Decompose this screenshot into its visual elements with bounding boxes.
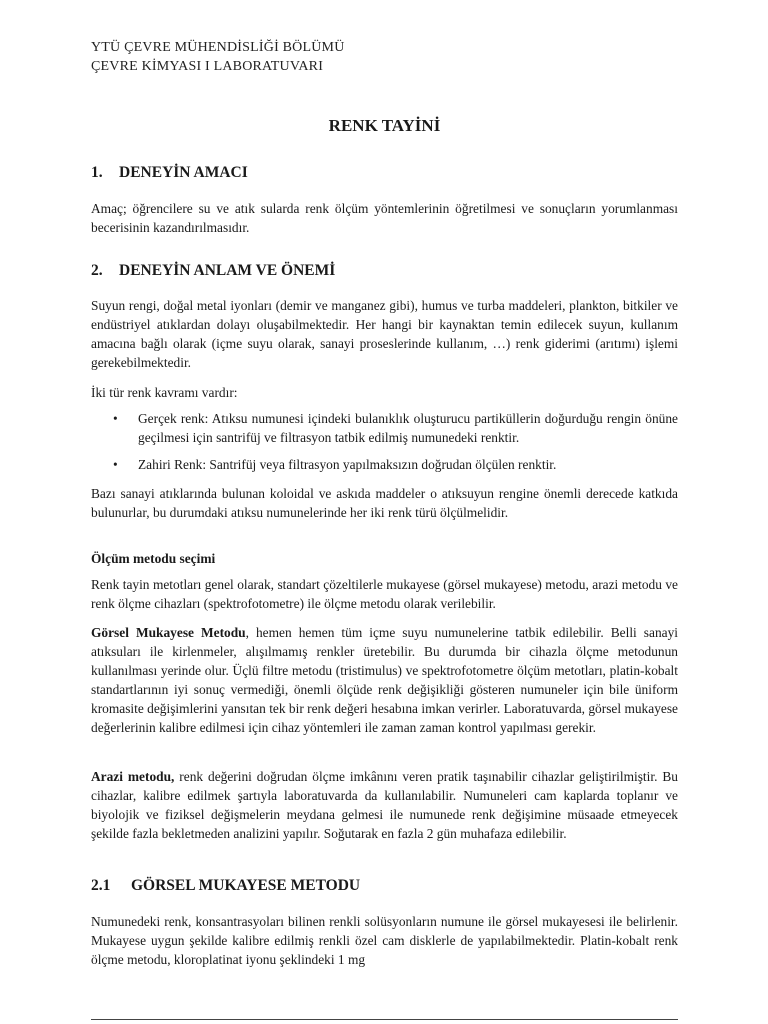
footer-rule — [91, 1019, 678, 1020]
section-2-heading — [91, 262, 335, 280]
gorsel-mukayese-text: , hemen hemen tüm içme suyu numunelerine tatbik edilebilir. Belli sanayi atıksuları ile kirlenmeler, alışılmamış renkler üretebilir. Bu durumda bir cihazla ölçme metodunun kullanılması yerinde olur. Üçlü filtre metodu (tristimulus) ve spektrofotometre ölçüm metotları, platin-kobalt standartlarının iyi sonuç vermediği, önemli ölçüde renk değişikliği gösteren numuneler için bile üniform kromasite değişimlerini yansıtan tek bir renk değeri hesabına imkan verirler. Laboratuvarda, görsel mukayese değerlerinin kalibre edilmesi için cihaz yöntemleri ile zaman zaman kontrol yapılması gerekir. — [91, 625, 679, 735]
arazi-metodu-lead: Arazi metodu, — [91, 769, 175, 784]
section-1-title: DENEYİN AMACI — [119, 164, 248, 181]
header-department: YTÜ ÇEVRE MÜHENDİSLİĞİ BÖLÜMÜ — [91, 40, 345, 55]
section-2-paragraph-2: İki tür renk kavramı vardır: — [91, 385, 238, 400]
section-2-1-paragraph: Numunedeki renk, konsantrasyoları bilinen renkli solüsyonların numune ile görsel mukayesesi ile belirlenir. Mukayese uygun şekilde kalibre edilmiş renkli özel cam disklerle de yapılabilmektedir. Platin-kobalt renk ölçme metodu, kloroplatinat iyonu şeklindeki 1 mg — [91, 914, 678, 967]
document-title: RENK TAYİNİ — [328, 116, 441, 135]
header-lab: ÇEVRE KİMYASI I LABORATUVARI — [91, 59, 324, 74]
section-2-title: DENEYİN ANLAM VE ÖNEMİ — [119, 262, 336, 279]
section-2-1-number: 2.1 — [91, 877, 111, 894]
section-2-1-heading — [91, 877, 360, 895]
list-item — [91, 409, 678, 447]
section-2-1-title: GÖRSEL MUKAYESE METODU — [131, 877, 361, 894]
section-1-number: 1. — [91, 164, 103, 181]
section-2-paragraph-4: Renk tayin metotları genel olarak, standart çözeltilerle mukayese (görsel mukayese) metodu, arazi metodu ve renk ölçme cihazları (spektrofotometre) ile ölçme metodu olarak verilebilir. — [91, 577, 678, 611]
list-item-text: Gerçek renk: Atıksu numunesi içindeki bulanıklık oluşturucu partiküllerin doğurduğu rengin önüne geçilmesi için santrifüj ve filtrasyon tatbik edilmiş numunedeki renktir. — [138, 411, 678, 445]
section-1-paragraph: Amaç; öğrencilere su ve atık sularda renk ölçüm yöntemlerinin öğretilmesi ve sonuçların yorumlanması becerisinin kazandırılmasıdır. — [91, 201, 678, 235]
page-header — [91, 38, 345, 76]
arazi-metodu-paragraph — [91, 767, 678, 843]
section-1-heading — [91, 164, 248, 182]
gorsel-mukayese-lead: Görsel Mukayese Metodu — [91, 625, 246, 640]
olcum-metodu-subheading: Ölçüm metodu seçimi — [91, 551, 216, 566]
bullet-icon: • — [113, 411, 118, 426]
gorsel-mukayese-paragraph — [91, 623, 678, 737]
section-2-paragraph-3: Bazı sanayi atıklarında bulunan koloidal ve askıda maddeler o atıksuyun rengine önemli derecede katkıda bulunurlar, bu durumdaki atıksu numunelerinde her iki renk türü ölçülmelidir. — [91, 486, 678, 520]
list-item — [91, 455, 678, 474]
section-2-paragraph-1: Suyun rengi, doğal metal iyonları (demir ve manganez gibi), humus ve turba maddeleri, plankton, bitkiler ve endüstriyel atıklardan dolayı oluşabilmektedir. Her hangi bir kaynaktan temin edilecek suyun, kullanım amacına bağlı olarak (içme suyu olarak, sanayi proseslerinde kullanım, …) renk giderimi (arıtımı) işlemi gerekebilmektedir. — [91, 298, 678, 370]
section-2-number: 2. — [91, 262, 103, 279]
list-item-text: Zahiri Renk: Santrifüj veya filtrasyon yapılmaksızın doğrudan ölçülen renktir. — [138, 457, 557, 472]
renk-types-list — [91, 409, 678, 474]
arazi-metodu-text: renk değerini doğrudan ölçme imkânını veren pratik taşınabilir cihazlar geliştirilmiştir. Bu cihazlar, kalibre edilmek şartıyla laboratuvarda da kullanılabilir. Numuneleri cam kaplarda toplanır ve biyolojik ve fiziksel değişmelerin meydana gelmesi ile numunede renk değişimine müsaade etmeyecek şekilde fazla bekletmeden analizini yapılır. Soğutarak en fazla 2 gün muhafaza edilebilir. — [91, 769, 678, 841]
bullet-icon: • — [113, 457, 118, 472]
